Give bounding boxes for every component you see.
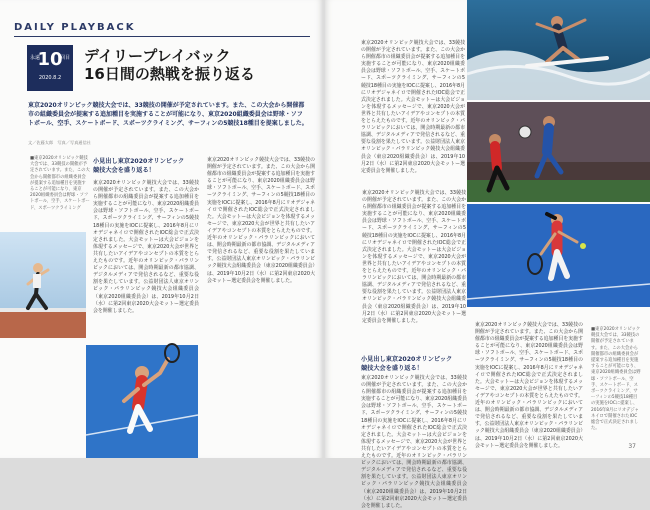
- volume-badge: [27, 45, 73, 91]
- photo-runner: [0, 232, 86, 338]
- body-column-5: 東京2020オリンピック競技大会では、33競技の開催が予定されています。また、この大会から開催都市の組織委員会が提案する追加種目を実施することが可能になり、東京2020組織委員会は野球・ソフトボール、空手、スケートボード、スポーツクライミング、サーフィンの5競技18種目の実施をIOCに提案し、2016年8月にリオデジャネイロで開催されたIOC総会で正式決定されました。大会モットーは大会ビジョンを体現するメッセージで、東京2020大会が世界と共有したいアイデアやコンセプトの本質をとらえたものです。近年のオリンピック・パラリンピックにおいては、開会時期最新の都市協調、デジタルメディアで発信されるなど、重要な役割を果たしています。公益財団法人東京オリンピック・パラリンピック競技大会組織委員会（東京2020組織委員会）は、2019年10月2日（水）に第2回東京2020大会モットー選定委員会を開催しました。: [361, 375, 467, 509]
- header-rule: [14, 36, 310, 37]
- photo-soccer: [467, 102, 650, 202]
- volume-date: 2020.8.2: [38, 75, 62, 81]
- body-column-6: 東京2020オリンピック競技大会では、33競技の開催が予定されています。また、この大会から開催都市の組織委員会が提案する追加種目を実施することが可能になり、東京2020組織委員会は野球・ソフトボール、空手、スケートボード、スポーツクライミング、サーフィンの5競技18種目の実施をIOCに提案し、2016年8月にリオデジャネイロで開催されたIOC総会で正式決定されました。大会モットーは大会ビジョンを体現するメッセージで、東京2020大会が世界と共有したいアイデアやコンセプトの本質をとらえたものです。近年のオリンピック・パラリンピックにおいては、開会時期最新の都市協調、デジタルメディアで発信されるなど、重要な役割を果たしています。公益財団法人東京オリンピック・パラリンピック競技大会組織委員会（東京2020組織委員会）は、2019年10月2日（水）に第2回東京2020大会モットー選定委員会を開催しました。: [475, 322, 583, 449]
- subhead-2: [361, 355, 452, 373]
- body-column-3: 東京2020オリンピック競技大会では、33競技の開催が予定されています。また、この大会から開催都市の組織委員会が提案する追加種目を実施することが可能になり、東京2020組織委員会は野球・ソフトボール、空手、スケートボード、スポーツクライミング、サーフィンの5競技18種目の実施をIOCに提案し、2016年8月にリオデジャネイロで開催されたIOC総会で正式決定されました。大会モットーは大会ビジョンを体現するメッセージで、東京2020大会が世界と共有したいアイデアやコンセプトの本質をとらえたものです。近年のオリンピック・パラリンピックにおいては、開会時期最新の都市協調、デジタルメディアで発信されるなど、重要な役割を果たしています。公益財団法人東京オリンピック・パラリンピック競技大会組織委員会（東京2020組織委員会）は、2019年10月2日（水）に第2回東京2020大会モットー選定委員会を開催しました。: [361, 40, 465, 174]
- title-line-2: 16日間の熱戦を振り返る: [84, 65, 255, 83]
- volume-suffix: 回目: [59, 55, 70, 61]
- subhead-2-line-1: 小見出し東京2020オリンピック: [361, 356, 453, 363]
- spacer: [361, 40, 362, 41]
- left-page: [0, 0, 323, 458]
- body-column-2: 東京2020オリンピック競技大会では、33競技の開催が予定されています。また、この大会から開催都市の組織委員会が提案する追加種目を実施することが可能になり、東京2020組織委員会は野球・ソフトボール、空手、スケートボード、スポーツクライミング、サーフィンの5競技18種目の実施をIOCに提案し、2016年8月にリオデジャネイロで開催されたIOC総会で正式決定されました。大会モットーは大会ビジョンを体現するメッセージで、東京2020大会が世界と共有したいアイデアやコンセプトの本質をとらえたものです。近年のオリンピック・パラリンピックにおいては、開会時期最新の都市協調、デジタルメディアで発信されるなど、重要な役割を果たしています。公益財団法人東京オリンピック・パラリンピック競技大会組織委員会（東京2020組織委員会）は、2019年10月2日（水）に第2回東京2020大会モットー選定委員会を開催しました。: [207, 157, 315, 284]
- photo-caption-left: ■東京2020オリンピック競技大会では、33競技の開催が予定されています。また、この大会から開催都市の組織委員会が提案する追加種目を実施することが可能になり、東京2020組織委員会は野球・ソフトボール、空手、スケートボード、スポーツクライミング: [30, 156, 90, 211]
- subhead-1-line-2: 競技大会を盛り返る！: [93, 167, 155, 174]
- byline: 文／佐藤太郎 写真／写真通信社: [28, 140, 91, 145]
- subhead-2-line-2: 競技大会を盛り返る！: [361, 365, 423, 372]
- title-line-1: デイリープレイバック: [84, 47, 231, 65]
- page-number: 37: [628, 443, 636, 450]
- volume-prefix: 永遠: [30, 55, 41, 61]
- right-page: [325, 0, 650, 509]
- photo-tennis-player: [86, 345, 198, 458]
- photo-tennis-player-right: [467, 204, 650, 307]
- photo-surfer: [467, 0, 650, 100]
- subhead-1: [93, 157, 184, 175]
- body-column-1: 東京2020オリンピック競技大会では、33競技の開催が予定されています。また、この大会から開催都市の組織委員会が提案する追加種目を実施することが可能になり、東京2020組織委員会は野球・ソフトボール、空手、スケートボード、スポーツクライミング、サーフィンの5競技18種目の実施をIOCに提案し、2016年8月にリオデジャネイロで開催されたIOC総会で正式決定されました。大会モットーは大会ビジョンを体現するメッセージで、東京2020大会が世界と共有したいアイデアやコンセプトの本質をとらえたものです。近年のオリンピック・パラリンピックにおいては、開会時期最新の都市協調、デジタルメディアで発信されるなど、重要な役割を果たしています。公益財団法人東京オリンピック・パラリンピック競技大会組織委員会（東京2020組織委員会）は、2019年10月2日（水）に第2回東京2020大会モットー選定委員会を開催しました。: [93, 180, 199, 314]
- lead-paragraph: 東京2020オリンピック競技大会では、33競技の開催が予定されています。また、この大会から開催都市の組織委員会が提案する追加種目を実施することが可能になり、東京2020組織委員会は野球・ソフトボール、空手、スケートボード、スポーツクライミング、サーフィンの5競技18種目を提案しました。: [28, 102, 308, 128]
- body-column-4: 東京2020オリンピック競技大会では、33競技の開催が予定されています。また、この大会から開催都市の組織委員会が提案する追加種目を実施することが可能になり、東京2020組織委員会は野球・ソフトボール、空手、スケートボード、スポーツクライミング、サーフィンの5競技18種目の実施をIOCに提案し、2016年8月にリオデジャネイロで開催されたIOC総会で正式決定されました。大会モットーは大会ビジョンを体現するメッセージで、東京2020大会が世界と共有したいアイデアやコンセプトの本質をとらえたものです。近年のオリンピック・パラリンピックにおいては、開会時期最新の都市協調、デジタルメディアで発信されるなど、重要な役割を果たしています。公益財団法人東京オリンピック・パラリンピック競技大会組織委員会（東京2020組織委員会）は、2019年10月2日（水）に第2回東京2020大会モットー選定委員会を開催しました。: [362, 190, 466, 324]
- section-label: DAILY PLAYBACK: [14, 22, 136, 33]
- subhead-1-line-1: 小見出し東京2020オリンピック: [93, 158, 185, 165]
- page-title: [84, 47, 255, 83]
- volume-number: 10: [37, 49, 63, 70]
- photo-caption-right: ■東京2020オリンピック競技大会では、33競技の開催が予定されています。また、この大会から開催都市の組織委員会が提案する追加種目を実施することが可能になり、東京2020組織委員会は野球・ソフトボール、空手、スケートボード、スポーツクライミング、サーフィンの5競技18種目の実施をIOCに提案し、2016年8月にリオデジャネイロで開催されたIOC総会で正式決定されました。: [591, 327, 641, 432]
